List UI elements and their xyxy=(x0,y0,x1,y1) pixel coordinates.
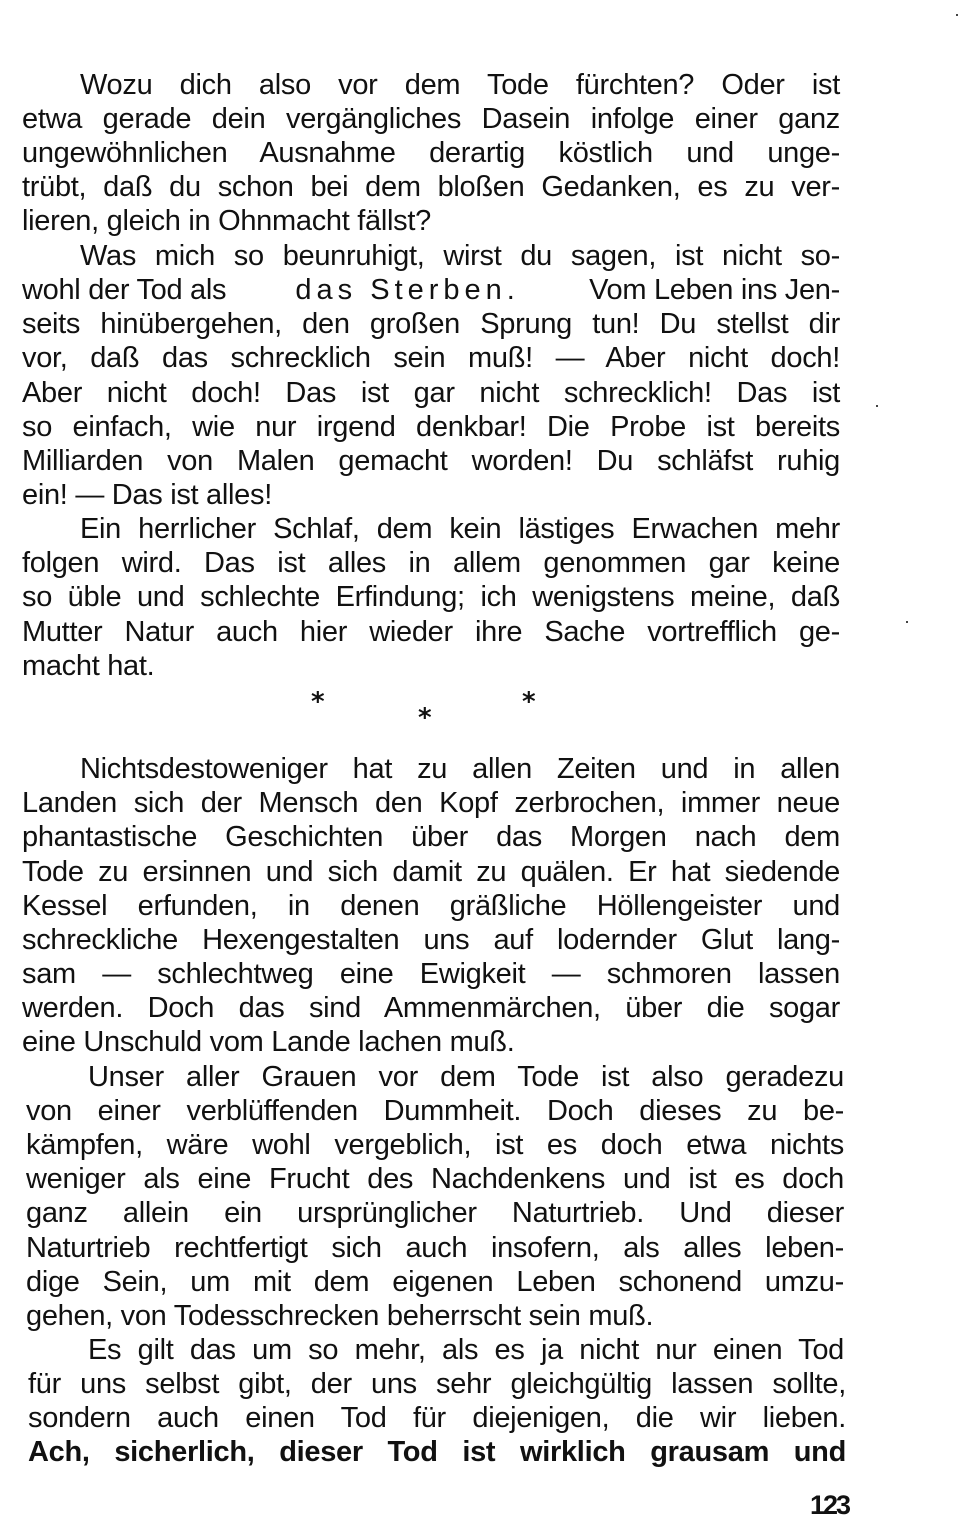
text-line: sondern auch einen Tod für diejenigen, die wir lieben. xyxy=(28,1402,846,1434)
text-line: Unser aller Grauen vor dem Tode ist also geradezu xyxy=(88,1061,844,1093)
text-line: so einfach, wie nur irgend denkbar! Die Probe ist bereits xyxy=(22,411,840,443)
divider-asterisk: * xyxy=(311,687,325,717)
text-line: Mutter Natur auch hier wieder ihre Sache vortrefflich ge- xyxy=(22,616,840,648)
text-line: Ach, sicherlich, dieser Tod ist wirklich grausam und xyxy=(28,1436,846,1468)
text-line: lieren, gleich in Ohnmacht fällst? xyxy=(22,205,431,237)
text-line: Landen sich der Mensch den Kopf zerbrochen, immer neue xyxy=(22,787,840,819)
text-fragment: Vom Leben ins Jen- xyxy=(589,274,840,306)
scan-speck xyxy=(876,405,878,407)
text-line: Tode zu ersinnen und sich damit zu quälen. Er hat siedende xyxy=(22,856,840,888)
text-line: für uns selbst gibt, der uns sehr gleichgültig lassen sollte, xyxy=(28,1368,846,1400)
text-line: etwa gerade dein vergängliches Dasein infolge einer ganz xyxy=(22,103,840,135)
text-line: trübt, daß du schon bei dem bloßen Gedanken, es zu ver- xyxy=(22,171,840,203)
text-line: phantastische Geschichten über das Morgen nach dem xyxy=(22,821,840,853)
text-line: Kessel erfunden, in denen gräßliche Höllengeister und xyxy=(22,890,840,922)
text-line: Naturtrieb rechtfertigt sich auch insofern, als alles leben- xyxy=(26,1232,844,1264)
text-line: Milliarden von Malen gemacht worden! Du schläfst ruhig xyxy=(22,445,840,477)
text-line: schreckliche Hexengestalten uns auf lodernder Glut lang- xyxy=(22,924,840,956)
text-line: Wozu dich also vor dem Tode fürchten? Oder ist xyxy=(80,69,840,101)
divider-asterisk: * xyxy=(522,687,536,717)
text-line: macht hat. xyxy=(22,650,155,682)
emphasized-text: das Sterben. xyxy=(295,274,520,306)
text-line: dige Sein, um mit dem eigenen Leben schonend umzu- xyxy=(26,1266,844,1298)
text-line: weniger als eine Frucht des Nachdenkens und ist es doch xyxy=(26,1163,844,1195)
text-line: so üble und schlechte Erfindung; ich wenigstens meine, daß xyxy=(22,581,840,613)
scan-speck xyxy=(906,621,908,623)
text-line: eine Unschuld vom Lande lachen muß. xyxy=(22,1026,515,1058)
text-fragment: wohl der Tod als xyxy=(22,274,227,306)
text-line: Was mich so beunruhigt, wirst du sagen, ist nicht so- xyxy=(80,240,840,272)
text-line: Nichtsdestoweniger hat zu allen Zeiten und in allen xyxy=(80,753,840,785)
text-line: Es gilt das um so mehr, als es ja nicht nur einen Tod xyxy=(88,1334,844,1366)
text-line: werden. Doch das sind Ammenmärchen, über die sogar xyxy=(22,992,840,1024)
text-line: sam — schlechtweg eine Ewigkeit — schmoren lassen xyxy=(22,958,840,990)
text-line: kämpfen, wäre wohl vergeblich, ist es doch etwa nichts xyxy=(26,1129,844,1161)
scan-speck xyxy=(956,14,958,16)
page-number: 123 xyxy=(810,1490,850,1520)
text-line: seits hinübergehen, den großen Sprung tun! Du stellst dir xyxy=(22,308,840,340)
text-line: folgen wird. Das ist alles in allem genommen gar keine xyxy=(22,547,840,579)
divider-asterisk: * xyxy=(418,703,432,733)
text-line: vor, daß das schrecklich sein muß! — Aber nicht doch! xyxy=(22,342,840,374)
text-line: ganz allein ein ursprünglicher Naturtrieb. Und dieser xyxy=(26,1197,844,1229)
text-line: Ein herrlicher Schlaf, dem kein lästiges Erwachen mehr xyxy=(80,513,840,545)
text-line: ein! — Das ist alles! xyxy=(22,479,272,511)
text-line: von einer verblüffenden Dummheit. Doch dieses zu be- xyxy=(26,1095,844,1127)
text-line: ungewöhnlichen Ausnahme derartig köstlich und unge- xyxy=(22,137,840,169)
text-line: gehen, von Todesschrecken beherrscht sein muß. xyxy=(26,1300,654,1332)
text-line: Aber nicht doch! Das ist gar nicht schrecklich! Das ist xyxy=(22,377,840,409)
text-line xyxy=(22,273,840,307)
